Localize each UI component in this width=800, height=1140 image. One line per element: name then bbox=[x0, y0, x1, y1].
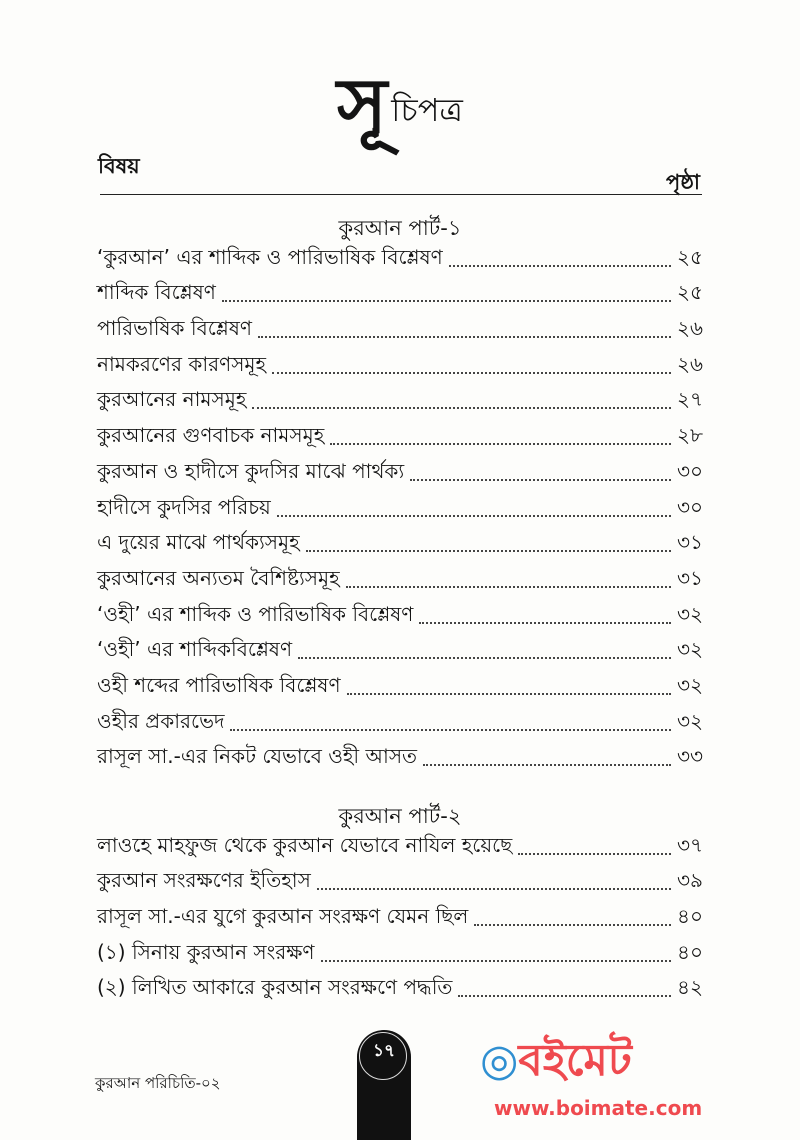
toc-entry bbox=[97, 347, 703, 383]
toc-entry-title: পারিভাষিক বিশ্লেষণ bbox=[97, 316, 252, 341]
toc-entry-page: ৩৭ bbox=[676, 832, 703, 857]
dot-leader bbox=[258, 336, 671, 338]
dot-leader bbox=[222, 300, 671, 302]
toc-entry-title: নামকরণের কারণসমূহ bbox=[97, 351, 267, 376]
toc-entry-page: ৩০ bbox=[676, 494, 703, 519]
dot-leader bbox=[306, 550, 671, 552]
watermark-logo-text: বইমেট bbox=[518, 1035, 632, 1086]
toc-entry-title: এ দুয়ের মাঝে পার্থক্যসমূহ bbox=[97, 530, 300, 555]
dot-leader bbox=[410, 479, 671, 481]
toc-entry bbox=[97, 418, 703, 454]
toc-entry-title: ওহী শব্দের পারিভাষিক বিশ্লেষণ bbox=[97, 672, 341, 697]
toc-entry bbox=[97, 383, 703, 419]
toc-entry-title: হাদীসে কুদসির পরিচয় bbox=[97, 494, 271, 519]
toc-entry-title: রাসূল সা.-এর নিকট যেভাবে ওহী আসত bbox=[97, 744, 418, 769]
toc-list-part1 bbox=[97, 240, 703, 775]
toc-entry-title: রাসূল সা.-এর যুগে কুরআন সংরক্ষণ যেমন ছিল bbox=[97, 904, 469, 929]
toc-entry bbox=[97, 899, 703, 935]
toc-entry bbox=[97, 935, 703, 971]
column-header-page: পৃষ্ঠা bbox=[665, 170, 700, 194]
toc-entry-page: ৪০ bbox=[677, 904, 703, 929]
toc-entry bbox=[97, 240, 703, 276]
toc-entry-page: ২৫ bbox=[677, 280, 703, 305]
toc-entry-title: কুরআনের নামসমূহ bbox=[97, 387, 247, 412]
toc-entry bbox=[97, 454, 703, 490]
title-initial: সূ bbox=[337, 61, 388, 150]
dot-leader bbox=[330, 443, 671, 445]
dot-leader bbox=[347, 693, 671, 695]
toc-entry-page: ৪২ bbox=[677, 975, 703, 1000]
toc-entry-page: ৩২ bbox=[676, 601, 703, 626]
toc-entry-title: (২) লিখিত আকারে কুরআন সংরক্ষণে পদ্ধতি bbox=[97, 975, 453, 1000]
dot-leader bbox=[346, 586, 671, 588]
dot-leader bbox=[272, 372, 671, 374]
dot-leader bbox=[474, 924, 671, 926]
toc-entry-title: (১) সিনায় কুরআন সংরক্ষণ bbox=[97, 939, 315, 964]
toc-entry-page: ৩১ bbox=[677, 565, 703, 590]
toc-entry-page: ৩১ bbox=[677, 530, 703, 555]
toc-entry-title: লাওহে মাহফুজ থেকে কুরআন যেভাবে নাযিল হয়েছে bbox=[97, 832, 513, 857]
toc-entry-page: ৩২ bbox=[676, 672, 703, 697]
watermark-url: www.boimate.com bbox=[494, 1096, 703, 1120]
toc-entry bbox=[97, 490, 703, 526]
dot-leader bbox=[298, 657, 671, 659]
toc-entry-title: ‘ওহী’ এর শাব্দিকবিশ্লেষণ bbox=[97, 637, 293, 662]
dot-leader bbox=[423, 764, 671, 766]
toc-entry-page: ৩০ bbox=[676, 458, 703, 483]
toc-list-part2 bbox=[97, 828, 703, 1006]
watermark-logo bbox=[480, 1036, 740, 1128]
book-title-footer: কুরআন পরিচিতি-০২ bbox=[95, 1074, 221, 1092]
toc-entry bbox=[97, 276, 703, 312]
toc-entry bbox=[97, 971, 703, 1007]
column-header-topic: বিষয় bbox=[98, 154, 140, 178]
watermark-icon: ◎ bbox=[480, 1035, 519, 1086]
toc-entry bbox=[97, 704, 703, 740]
toc-entry bbox=[97, 561, 703, 597]
dot-leader bbox=[252, 407, 671, 409]
dot-leader bbox=[230, 729, 671, 731]
toc-entry-page: ৪০ bbox=[677, 939, 703, 964]
dot-leader bbox=[277, 515, 671, 517]
toc-entry-title: শাব্দিক বিশ্লেষণ bbox=[97, 280, 216, 305]
toc-entry-page: ২৮ bbox=[677, 423, 703, 448]
page-number: ১৭ bbox=[372, 1041, 396, 1061]
toc-entry-title: কুরআন সংরক্ষণের ইতিহাস bbox=[97, 868, 311, 893]
toc-entry-page: ৩৩ bbox=[676, 744, 703, 769]
toc-entry bbox=[97, 526, 703, 562]
section-heading-part2: কুরআন পার্ট-২ bbox=[338, 804, 462, 828]
toc-entry bbox=[97, 828, 703, 864]
toc-entry-page: ৩২ bbox=[676, 708, 703, 733]
toc-entry-page: ২৬ bbox=[676, 316, 703, 341]
dot-leader bbox=[458, 995, 671, 997]
toc-entry bbox=[97, 740, 703, 776]
section-heading-part1: কুরআন পার্ট-১ bbox=[338, 216, 462, 240]
page-number-tab bbox=[357, 1030, 411, 1140]
toc-entry-page: ৩৯ bbox=[677, 868, 703, 893]
dot-leader bbox=[321, 960, 672, 962]
toc-entry-page: ৩২ bbox=[676, 637, 703, 662]
dot-leader bbox=[317, 888, 671, 890]
dot-leader bbox=[419, 622, 671, 624]
toc-entry-title: কুরআনের অন্যতম বৈশিষ্ট্যসমূহ bbox=[97, 565, 340, 590]
toc-entry bbox=[97, 311, 703, 347]
toc-entry bbox=[97, 864, 703, 900]
toc-entry-title: ওহীর প্রকারভেদ bbox=[97, 708, 225, 733]
toc-entry-title: ‘ওহী’ এর শাব্দিক ও পারিভাষিক বিশ্লেষণ bbox=[97, 601, 414, 626]
dot-leader bbox=[518, 853, 671, 855]
toc-entry-title: কুরআন ও হাদীসে কুদসির মাঝে পার্থক্য bbox=[97, 458, 405, 483]
header-divider bbox=[100, 194, 702, 195]
dot-leader bbox=[449, 265, 671, 267]
toc-entry-title: কুরআনের গুণবাচক নামসমূহ bbox=[97, 423, 325, 448]
toc-entry bbox=[97, 633, 703, 669]
toc-entry bbox=[97, 668, 703, 704]
toc-entry-page: ২৬ bbox=[676, 351, 703, 376]
title-rest: চিপত্র bbox=[391, 90, 463, 129]
toc-entry-page: ২৫ bbox=[677, 244, 703, 269]
toc-entry-title: ‘কুরআন’ এর শাব্দিক ও পারিভাষিক বিশ্লেষণ bbox=[97, 244, 443, 269]
toc-entry bbox=[97, 597, 703, 633]
toc-entry-page: ২৭ bbox=[676, 387, 703, 412]
